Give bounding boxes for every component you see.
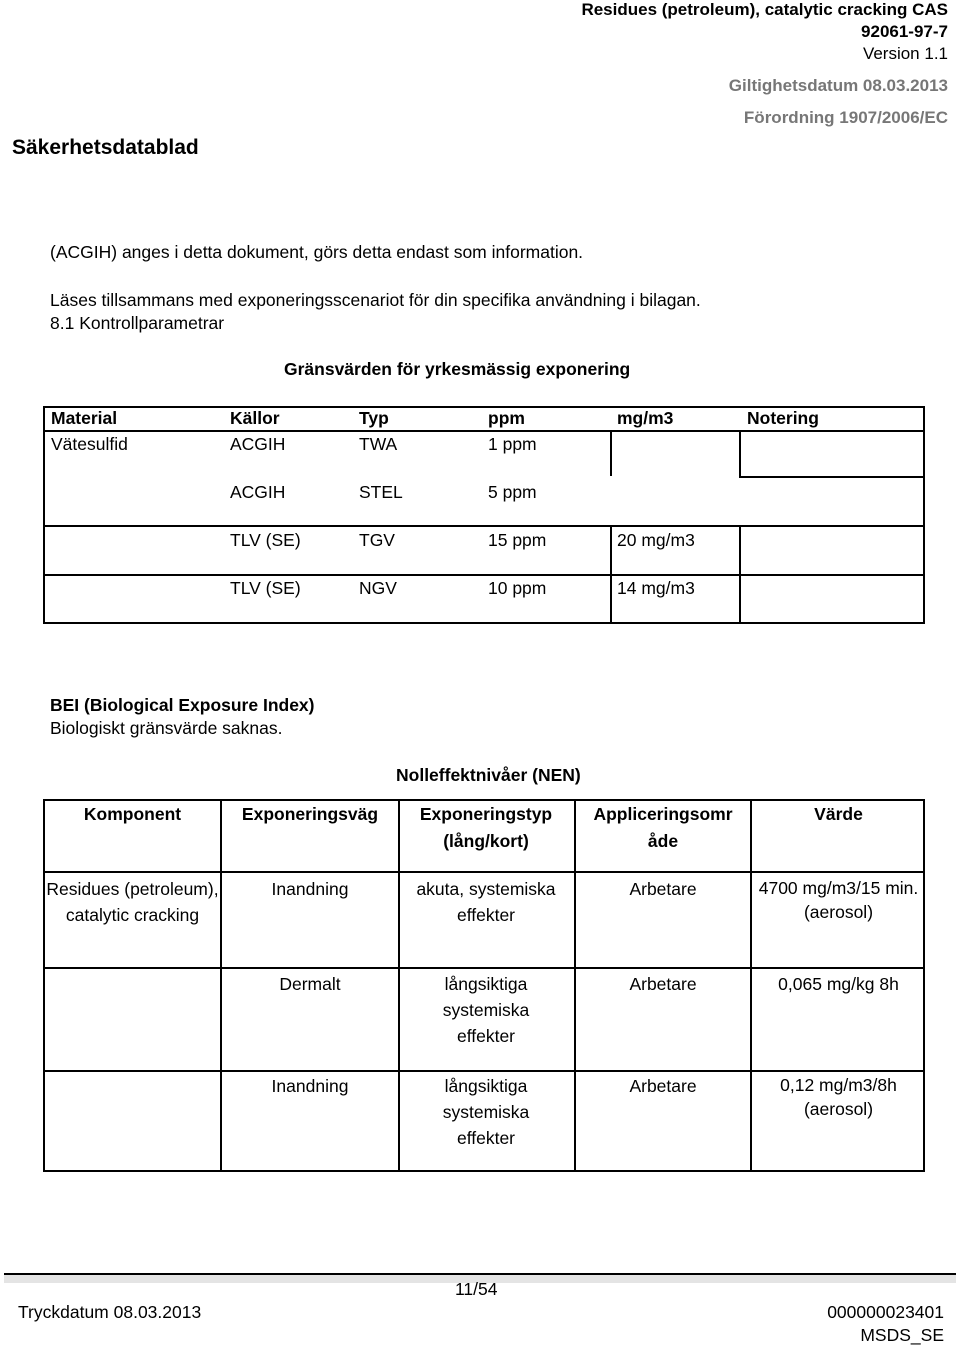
- bei-heading: BEI (Biological Exposure Index): [50, 695, 315, 715]
- table-cell: Dermalt: [279, 974, 341, 994]
- header-value: Värde: [814, 804, 863, 824]
- table-cell: 14 mg/m3: [617, 578, 695, 598]
- table-cell: NGV: [359, 578, 397, 598]
- header-note: Notering: [747, 408, 819, 428]
- table-cell: 1 ppm: [488, 434, 537, 454]
- header-application-area: Appliceringsomr åde: [593, 804, 733, 851]
- print-date: Tryckdatum 08.03.2013: [18, 1302, 202, 1322]
- table-rule: [45, 525, 923, 527]
- table-rule: [739, 430, 741, 476]
- table-cell: 15 ppm: [488, 530, 547, 550]
- validity-date: Giltighetsdatum 08.03.2013: [728, 76, 948, 95]
- table-cell: STEL: [359, 482, 403, 502]
- header-ppm: ppm: [488, 408, 525, 428]
- table-rule: [45, 574, 923, 576]
- oel-table: [43, 406, 925, 624]
- table-cell: 10 ppm: [488, 578, 547, 598]
- document-number: 000000023401: [827, 1302, 944, 1322]
- oel-table-title: Gränsvärden för yrkesmässig exponering: [284, 359, 631, 379]
- table-cell: 0,065 mg/kg 8h: [778, 974, 899, 994]
- cas-number: 92061-97-7: [861, 22, 948, 41]
- table-cell: TLV (SE): [230, 578, 301, 598]
- table-rule: [739, 476, 923, 478]
- header-type: Typ: [359, 408, 389, 428]
- document-type: MSDS_SE: [860, 1325, 944, 1345]
- table-rule: [45, 967, 923, 969]
- table-cell: Inandning: [271, 879, 349, 899]
- header-component: Komponent: [83, 804, 182, 824]
- table-cell: Inandning: [271, 1076, 349, 1096]
- table-cell: Residues (petroleum), catalytic cracking: [46, 879, 219, 925]
- nen-table-title: Nolleffektnivåer (NEN): [396, 765, 581, 785]
- table-cell: TGV: [359, 530, 395, 550]
- intro-line-1: (ACGIH) anges i detta dokument, görs detta endast som information.: [50, 242, 584, 262]
- table-cell: ACGIH: [230, 434, 286, 454]
- table-cell: akuta, systemiska effekter: [416, 879, 556, 925]
- table-cell: TLV (SE): [230, 530, 301, 550]
- header-mgm3: mg/m3: [617, 408, 674, 428]
- table-cell: ACGIH: [230, 482, 286, 502]
- regulation: Förordning 1907/2006/EC: [743, 108, 948, 127]
- table-cell: långsiktiga systemiska effekter: [442, 1076, 530, 1148]
- table-cell: 5 ppm: [488, 482, 537, 502]
- page-number: 11/54: [455, 1279, 498, 1299]
- header-exposure-type: Exponeringstyp (lång/kort): [419, 804, 553, 851]
- table-rule: [45, 871, 923, 873]
- header-exposure-route: Exponeringsväg: [241, 804, 379, 824]
- nen-table: [43, 799, 925, 1172]
- section-heading: 8.1 Kontrollparametrar: [50, 313, 225, 333]
- version: Version 1.1: [862, 44, 948, 63]
- header-material: Material: [51, 408, 118, 428]
- table-cell: 20 mg/m3: [617, 530, 695, 550]
- table-cell: Arbetare: [629, 1076, 697, 1096]
- header-sources: Källor: [230, 408, 280, 428]
- document-title: Säkerhetsdatablad: [12, 136, 199, 159]
- table-rule: [45, 430, 923, 432]
- intro-line-2: Läses tillsammans med exponeringsscenariot för din specifika användning i bilagan.: [50, 290, 701, 310]
- table-rule: [45, 1070, 923, 1072]
- table-cell: Arbetare: [629, 974, 697, 994]
- table-cell: 0,12 mg/m3/8h (aerosol): [780, 1075, 897, 1119]
- table-cell: Arbetare: [629, 879, 697, 899]
- bei-text: Biologiskt gränsvärde saknas.: [50, 718, 283, 738]
- table-cell: TWA: [359, 434, 398, 454]
- table-rule: [610, 430, 612, 476]
- table-cell: 4700 mg/m3/15 min. (aerosol): [758, 878, 919, 922]
- table-cell: Vätesulfid: [51, 434, 128, 454]
- table-cell: långsiktiga systemiska effekter: [442, 974, 530, 1046]
- product-name: Residues (petroleum), catalytic cracking CAS: [581, 0, 948, 19]
